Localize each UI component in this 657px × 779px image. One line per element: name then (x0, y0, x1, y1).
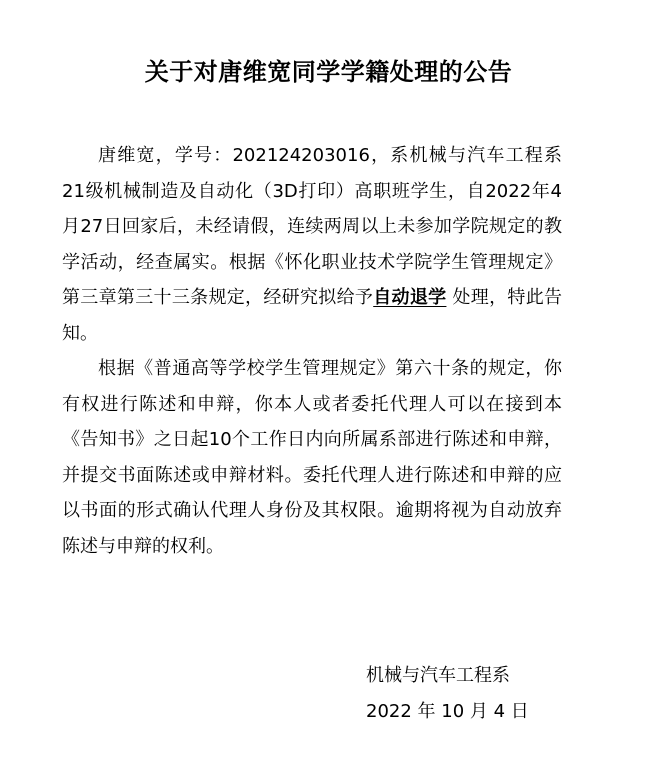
signature-block (366, 658, 529, 730)
signature-department: 机械与汽车工程系 (366, 665, 510, 686)
notice-title: 关于对唐维宽同学学籍处理的公告 (144, 57, 513, 86)
paragraph-1-tail: 处理，特此告知。 (62, 287, 562, 344)
paragraph-2: 根据《普通高等学校学生管理规定》第六十条的规定，你有权进行陈述和申辩，你本人或者委托代理人可以在接到本《告知书》之日起10个工作日内向所属系部进行陈述和申辩，并提交书面陈述或申辩材料。委托代理人进行陈述和申辩的应以书面的形式确认代理人身份及其权限。逾期将视为自动放弃陈述与申辩的权利。 (62, 358, 562, 557)
emphasis-auto-withdrawal: 自动退学 (373, 287, 447, 308)
paragraph-1 (62, 138, 562, 351)
signature-date: 2022 年 10 月 4 日 (366, 701, 529, 722)
notice-body (62, 138, 562, 564)
paragraph-1-text: 唐维宽，学号：202124203016，系机械与汽车工程系21级机械制造及自动化（3D打印）高职班学生，自2022年4月27日回家后，未经请假，连续两周以上未参加学院规定的教学活动，经查属实。根据《怀化职业技术学院学生管理规定》第三章第三十三条规定，经研究拟给予 (62, 145, 562, 308)
